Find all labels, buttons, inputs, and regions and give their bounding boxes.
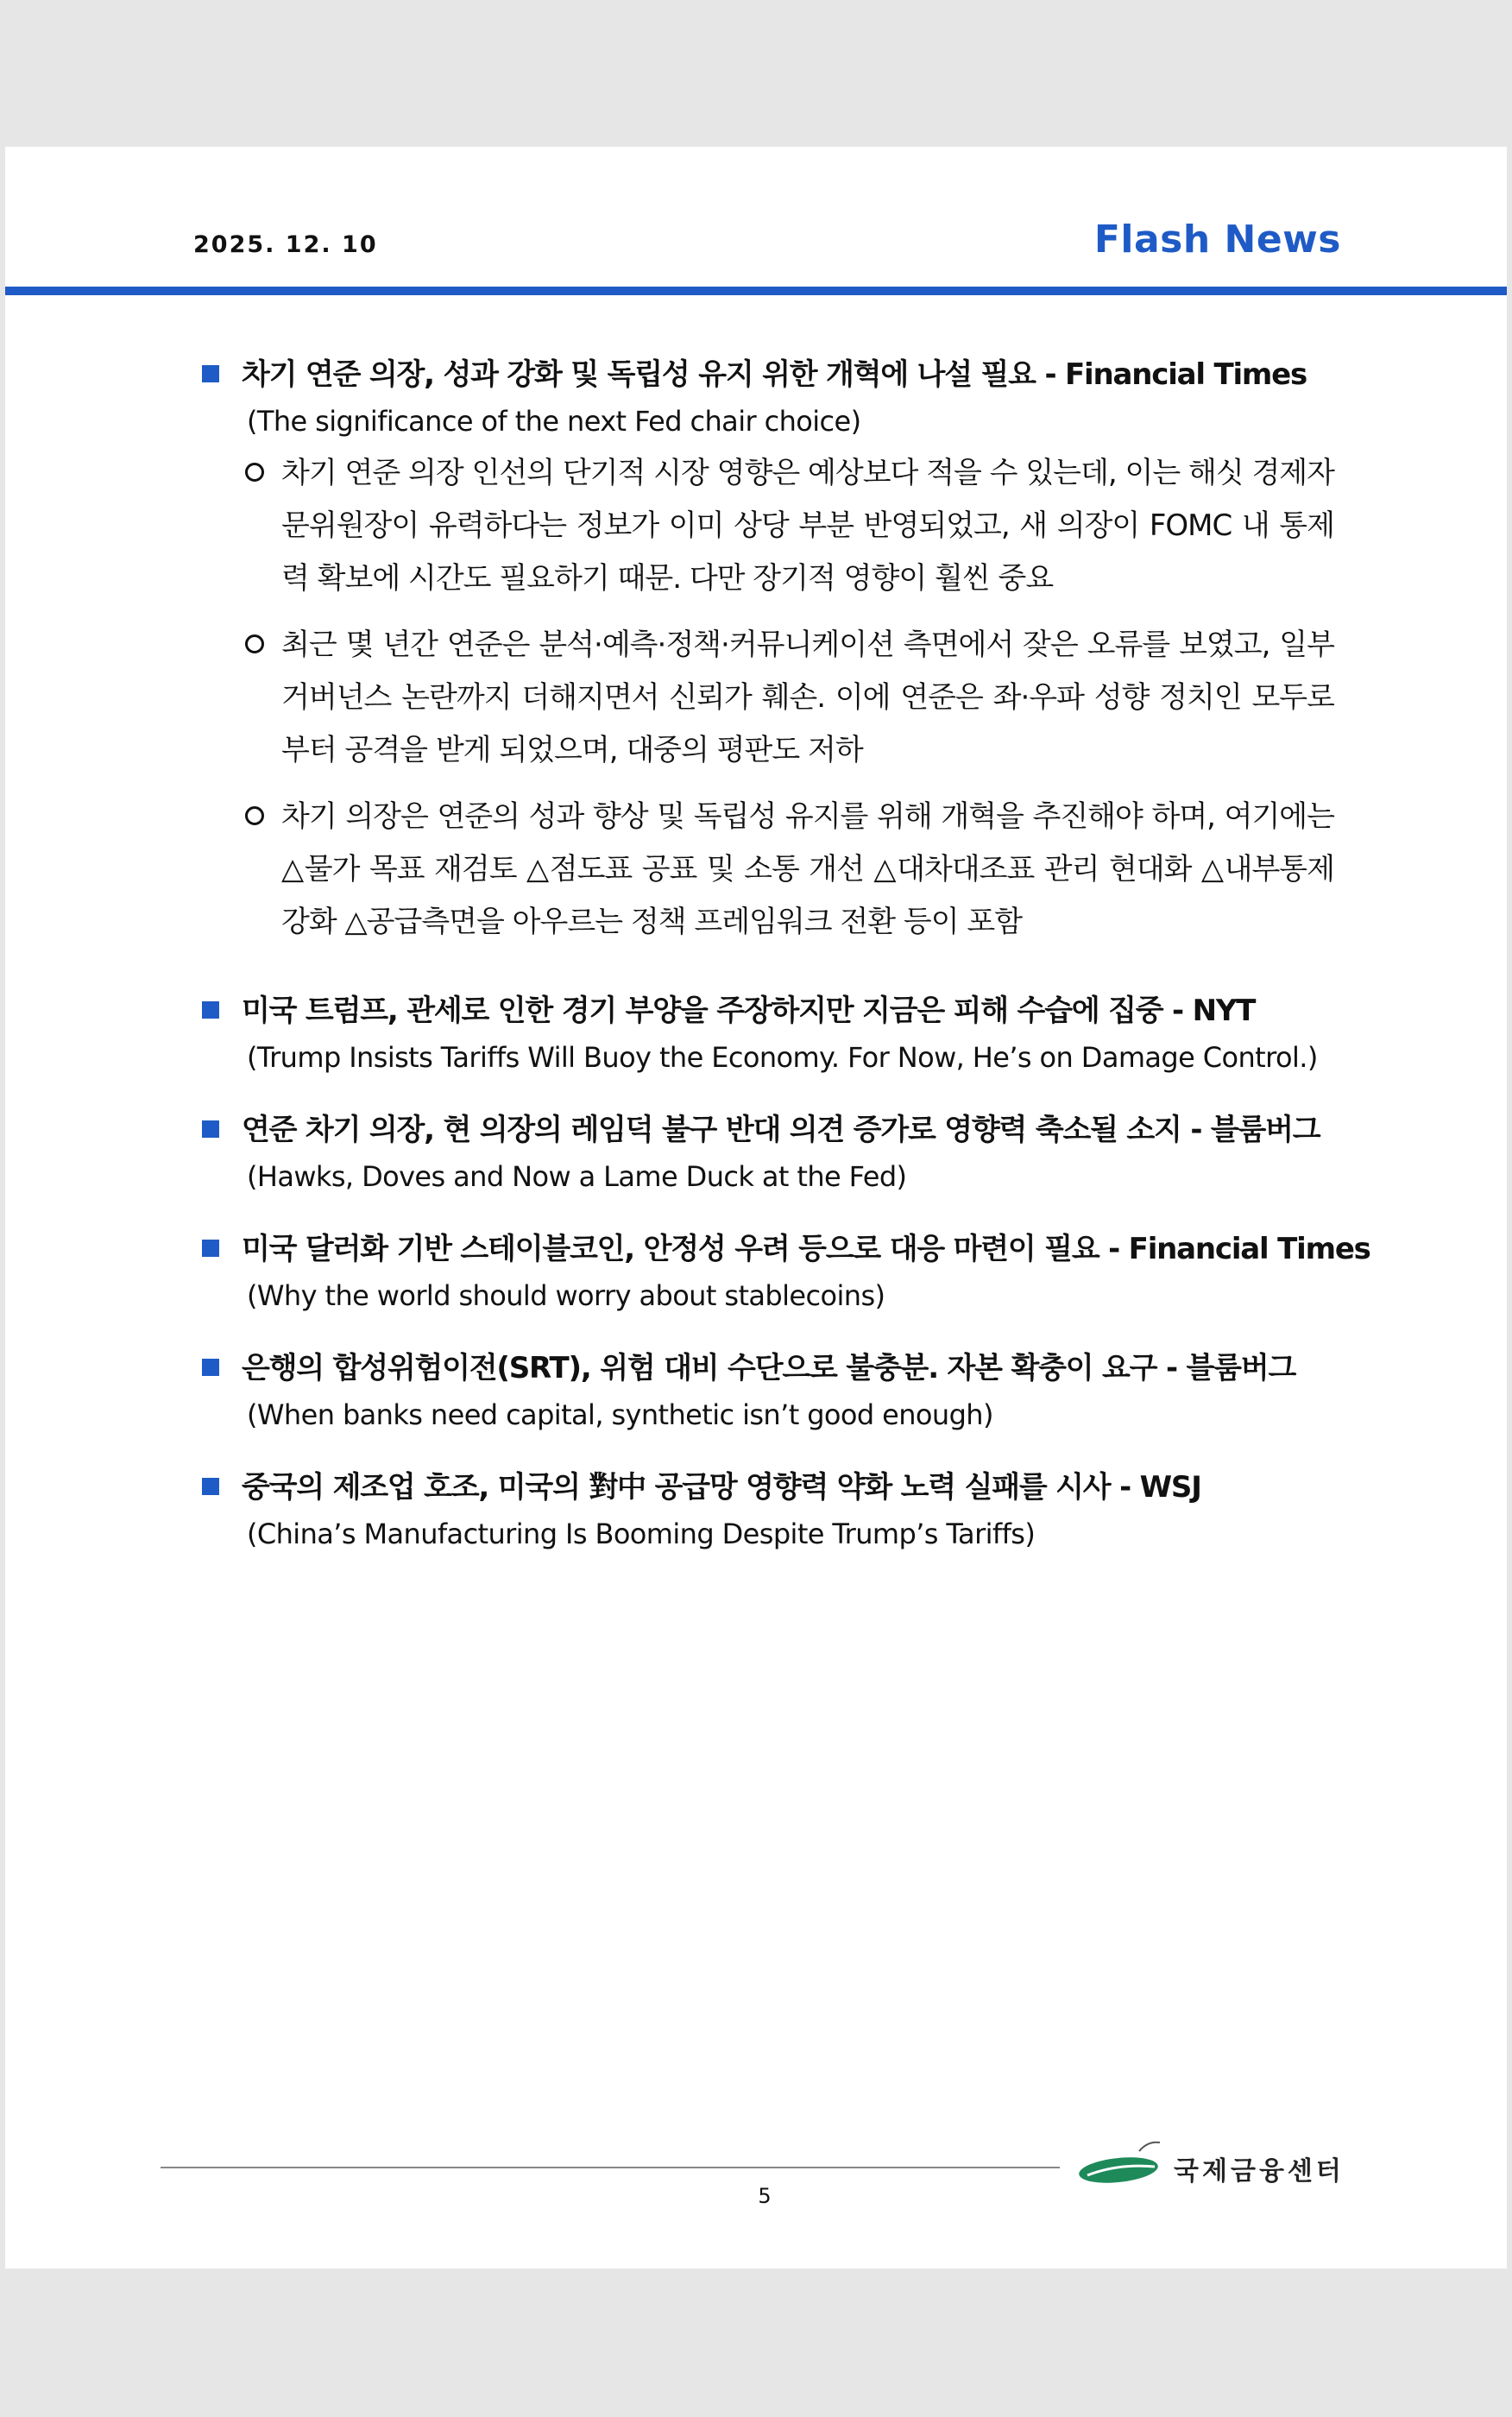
news-item	[202, 352, 1341, 949]
square-bullet-icon	[202, 365, 219, 382]
circle-bullet-icon	[245, 634, 264, 653]
headline-row	[202, 352, 1341, 397]
summary-text: 최근 몇 년간 연준은 분석·예측·정책·커뮤니케이션 측면에서 잦은 오류를 보였고, 일부 거버넌스 논란까지 더해지면서 신뢰가 훼손. 이에 연준은 좌·우파 성향 정치인 모두로부터 공격을 받게 되었으며, 대중의 평판도 저하	[281, 628, 1334, 767]
headline-row	[202, 1465, 1341, 1510]
news-original-title: (Hawks, Doves and Now a Lame Duck at the Fed)	[247, 1160, 907, 1193]
square-bullet-icon	[202, 1240, 219, 1257]
news-item	[202, 1346, 1341, 1439]
news-headline: 미국 트럼프, 관세로 인한 경기 부양을 주장하지만 지금은 피해 수습에 집중 - NYT	[242, 994, 1256, 1028]
logo-text: 국제금융센터	[1174, 2156, 1345, 2187]
kcif-logo-icon	[1075, 2132, 1170, 2193]
news-headline: 미국 달러화 기반 스테이블코인, 안정성 우려 등으로 대응 마련이 필요 - Financial Times	[242, 1232, 1370, 1266]
square-bullet-icon	[202, 1001, 219, 1019]
report-date: 2025. 12. 10	[193, 231, 378, 258]
document-page	[5, 147, 1507, 2269]
summary-bullets	[245, 447, 1341, 949]
report-title: Flash News	[1093, 218, 1341, 262]
headline-row	[202, 1227, 1370, 1272]
summary-text: 차기 연준 의장 인선의 단기적 시장 영향은 예상보다 적을 수 있는데, 이는 해싯 경제자문위원장이 유력하다는 정보가 이미 상당 부분 반영되었고, 새 의장이 FOMC 내 통제력 확보에 시간도 필요하기 때문. 다만 장기적 영향이 훨씬 중요	[281, 456, 1334, 596]
news-original-title: (The significance of the next Fed chair choice)	[247, 405, 861, 438]
page-number: 5	[758, 2184, 772, 2208]
summary-bullet	[245, 791, 1341, 949]
headline-row	[202, 1346, 1341, 1391]
news-item	[202, 1108, 1341, 1201]
header-divider	[5, 287, 1507, 295]
square-bullet-icon	[202, 1359, 219, 1376]
news-item	[202, 988, 1341, 1082]
headline-row	[202, 988, 1341, 1033]
summary-bullet	[245, 447, 1341, 605]
footer-divider	[161, 2167, 1060, 2168]
headline-row	[202, 1108, 1341, 1152]
circle-bullet-icon	[245, 463, 264, 482]
news-original-title: (Trump Insists Tariffs Will Buoy the Economy. For Now, He’s on Damage Control.)	[247, 1041, 1318, 1074]
news-item	[202, 1465, 1341, 1558]
news-original-title: (When banks need capital, synthetic isn’t good enough)	[247, 1398, 993, 1431]
news-headline: 은행의 합성위험이전(SRT), 위험 대비 수단으로 불충분. 자본 확충이 요구 - 블룸버그	[242, 1351, 1296, 1385]
summary-bullet	[245, 619, 1341, 777]
kcif-logo	[1075, 2132, 1351, 2193]
news-original-title: (China’s Manufacturing Is Booming Despite Trump’s Tariffs)	[247, 1518, 1036, 1550]
news-headline: 차기 연준 의장, 성과 강화 및 독립성 유지 위한 개혁에 나설 필요 - Financial Times	[242, 357, 1307, 392]
news-headline: 중국의 제조업 호조, 미국의 對中 공급망 영향력 약화 노력 실패를 시사 - WSJ	[242, 1470, 1201, 1505]
news-original-title: (Why the world should worry about stablecoins)	[247, 1279, 885, 1312]
summary-text: 차기 의장은 연준의 성과 향상 및 독립성 유지를 위해 개혁을 추진해야 하며, 여기에는 △물가 목표 재검토 △점도표 공표 및 소통 개선 △대차대조표 관리 현대화 △내부통제 강화 △공급측면을 아우르는 정책 프레임워크 전환 등이 포함	[281, 799, 1334, 939]
news-list	[202, 352, 1370, 1558]
news-item	[202, 1227, 1370, 1320]
square-bullet-icon	[202, 1120, 219, 1138]
circle-bullet-icon	[245, 806, 264, 825]
square-bullet-icon	[202, 1478, 219, 1495]
news-headline: 연준 차기 의장, 현 의장의 레임덕 불구 반대 의견 증가로 영향력 축소될 소지 - 블룸버그	[242, 1113, 1320, 1147]
